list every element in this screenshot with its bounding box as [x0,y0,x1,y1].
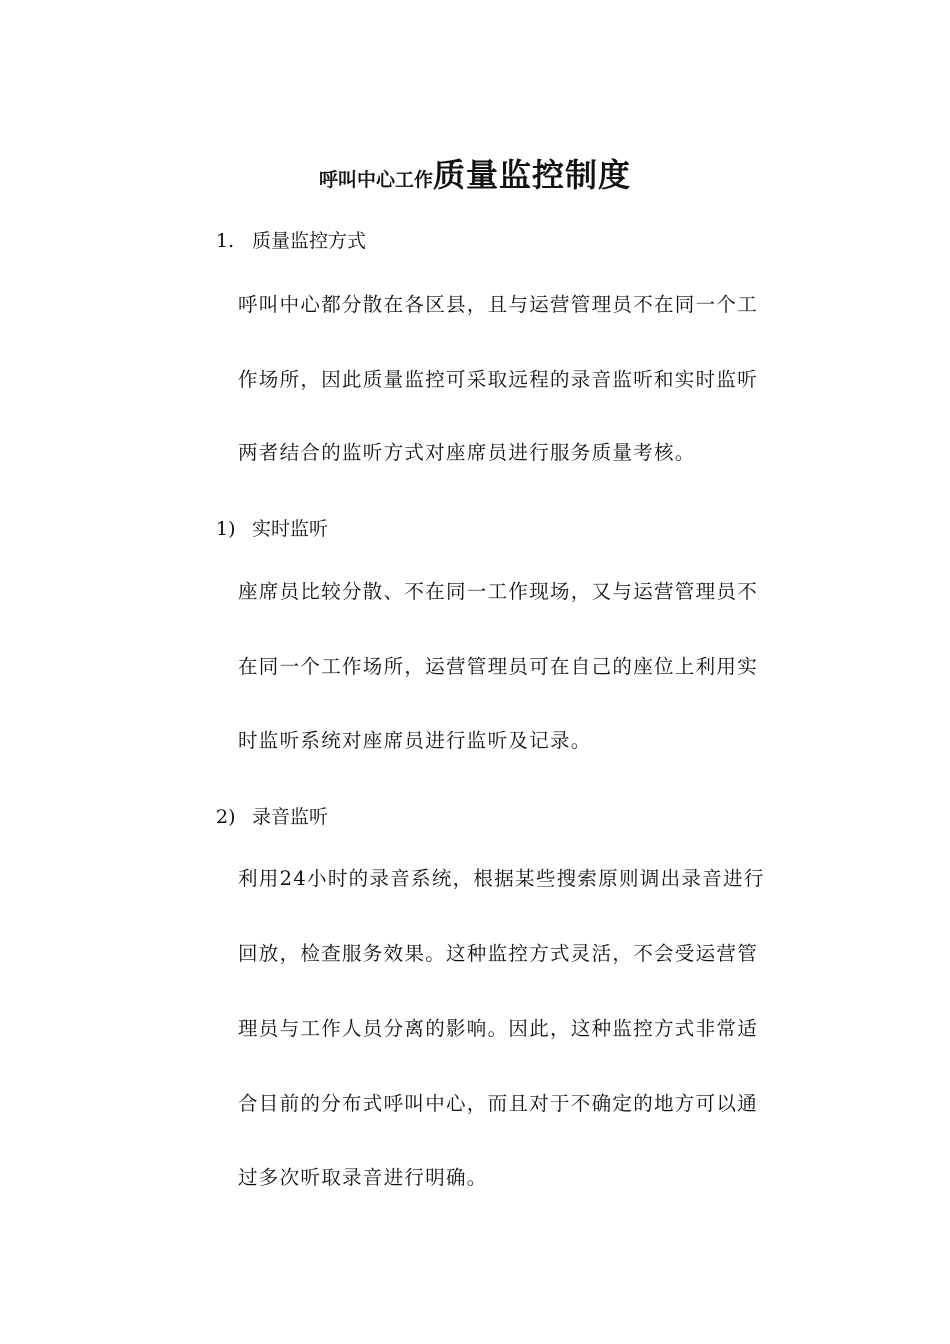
section-number: 1. [216,230,235,252]
paragraph-line: 过多次听取录音进行明确。 [238,1166,488,1189]
paragraph-line: 理员与工作人员分离的影响。因此，这种监控方式非常适 [238,1017,759,1040]
section-heading-text: 质量监控方式 [252,230,367,252]
paragraph-line: 两者结合的监听方式对座席员进行服务质量考核。 [238,441,696,464]
page-title-prefix: 呼叫中心工作 [318,169,433,191]
paragraph-line: 呼叫中心都分散在各区县，且与运营管理员不在同一个工 [238,293,759,316]
paragraph-line: 在同一个工作场所，运营管理员可在自己的座位上利用实 [238,655,759,678]
paragraph-line: 时监听系统对座席员进行监听及记录。 [238,729,592,752]
section-heading-text: 实时监听 [252,518,329,540]
section-heading [216,802,328,829]
section-heading-text: 录音监听 [252,806,329,828]
paragraph-line: 合目前的分布式呼叫中心，而且对于不确定的地方可以通 [238,1092,759,1115]
page-title-main: 质量监控制度 [433,156,632,194]
section-number: 1) [216,518,236,540]
section-number: 2) [216,806,236,828]
paragraph-line: 作场所，因此质量监控可采取远程的录音监听和实时监听 [238,368,759,391]
paragraph-line: 利用24小时的录音系统，根据某些搜索原则调出录音进行 [238,867,765,890]
section-heading [216,226,366,253]
page-title [0,150,950,196]
paragraph-line: 回放，检查服务效果。这种监控方式灵活，不会受运营管 [238,942,759,965]
paragraph-line: 座席员比较分散、不在同一工作现场，又与运营管理员不 [238,580,759,603]
section-heading [216,514,328,541]
